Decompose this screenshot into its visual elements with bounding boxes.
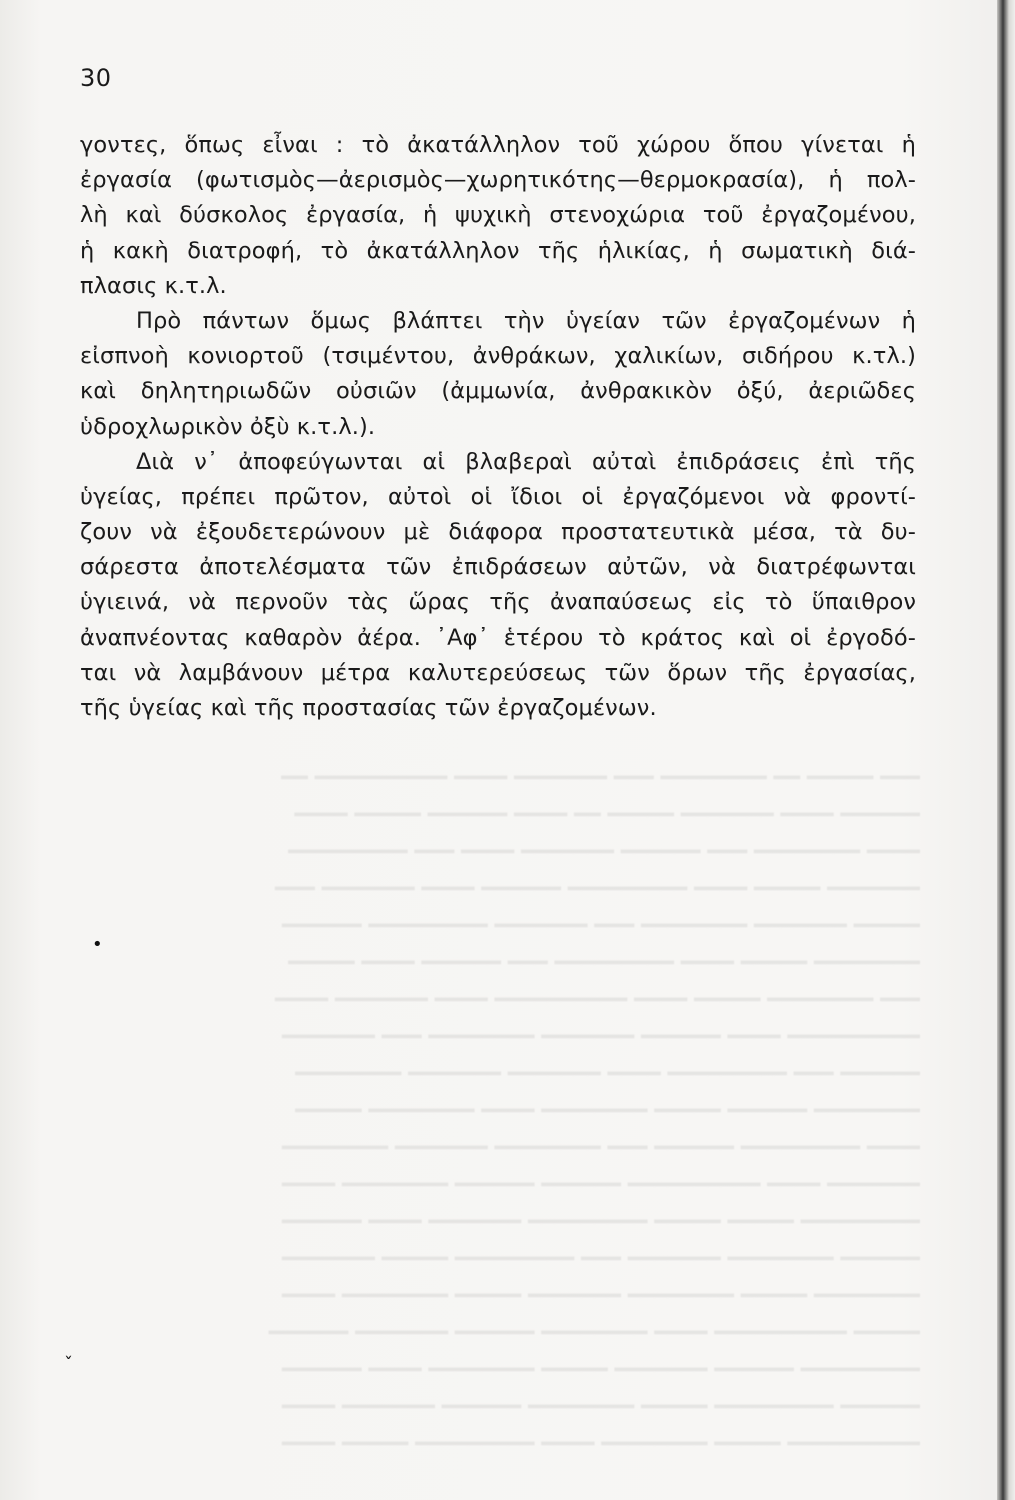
stray-ink-mark: ˇ — [64, 1354, 73, 1375]
text-line: ἐργασία (φωτισμὸς—ἀερισμὸς—χωρητικότης—θερμοκρασία), ἡ πολ- — [80, 167, 916, 194]
page-edge-shadow — [997, 0, 1015, 1500]
paragraph-start-line: Διὰ ν᾿ ἀποφεύγωνται αἱ βλαβεραὶ αὐταὶ ἐπιδράσεις ἐπὶ τῆς — [136, 448, 916, 475]
text-line: ται νὰ λαμβάνουν μέτρα καλυτερεύσεως τῶν ὅρων τῆς ἐργασίας, — [80, 659, 916, 686]
stray-ink-mark: • — [92, 934, 103, 955]
text-line: ὑγείας, πρέπει πρῶτον, αὐτοὶ οἱ ἴδιοι οἱ ἐργαζόμενοι νὰ φροντί- — [80, 483, 916, 510]
text-line: λὴ καὶ δύσκολος ἐργασία, ἡ ψυχικὴ στενοχώρια τοῦ ἐργαζομένου, — [80, 202, 916, 229]
show-through-text: ━━━ ━━━━━ ━━ ━━━━━━━━ ━━━ ━━━━━━━ ━━━━ ━━━━━━━━━━ ━━ ━━━━━━ ━━━━ ━━━━━━━ ━━━━━ ━━ ━━━━ ━━━━━━ ━━━━━ ━━━━ ━━━━ ━━━━━━━━ ━━━ ━━━━━━ ━━━━━━━ ━━━━ ━━━ ━━━━━━━━━ ━━━━━━━ ━━━━━ ━━━━ ━━━━━━━━━ ━━━━━━ ━━━━ ━━━━━━━ ━━━ ━━━━━ ━━━━━━━ ━━━━━━━━ ━━━ ━━━━━━━ ━━━━━━━━━ ━━━━━━ ━━━━━━━━ ━━━━━ ━━━━ ━━━━━━━━━ ━━━ ━━━━━━ ━━━━ ━━━━━ ━━━ ━━━━━━━━ ━━━━━ ━━━━ ━━━━━━━━━━ ━━━━ ━━━━━━━ ━━━━ ━━━━━━━━━━ ━━━━ ━━━━━━ ━━━━━━━ ━━━━━━━━ ━━━ ━━━━━━━ ━━━━━━ ━━━ ━━━━━━━━━ ━━━━ ━━━━━━━ ━━━━━━━ ━━━━━━━━ ━━━━━━━━ ━━━━━━ ━━━━━ ━━━━━━━━ ━━━━ ━━━━━━━━ ━━━━━ ━━━━ ━━━━━━━━━ ━━━━━━ ━━━ ━━━━━━━━ ━━━━━━━ ━━━━━━━━ ━━━━━━━ ━━━━ ━━━━━━━━━━ ━━━━━━ ━━━━━━ ━━━━━━━━ ━━━━ ━━━━━━━━━ ━━━━━ ━━━━━ ━━━━━━━━━ ━━━━━━━ ━━━━ ━━━━━━ ━━━━━━ ━━━━━━━━ ━━━━━━━ ━━━ ━━━━━━━━━ ━━━━━ ━━━━━━━ ━━━━━━━━ ━━━━━ ━━━━━━━━ ━━━━━━━ ━━━━━ ━━━━━━━━ ━━━━ ━━━━━ ━━━━━━━━━━ ━━━━ ━━━━━━━━ ━━━━━━ ━━━━━━━ ━━━━━━ ━━━━━━━━━ ━━━━━━ ━━━━━━━ ━━━━━ ━━━━━━━━ ━━━━ ━━━━━━ ━━━━━━ ━━━━━━━━━ ━━━━━ ━━━━━━━━ ━━━━━━ ━━━━━━━ ━━━━ ━━━━━━━━━━ ━━━━━ ━━━━━━━━ ━━━━ ━━━━━━━━━ ━━━━━ ━━━━ — [268, 766, 920, 1457]
text-line: εἰσπνοὴ κονιορτοῦ (τσιμέντου, ἀνθράκων, χαλικίων, σιδήρου κ.τλ.) — [80, 343, 916, 370]
page-number: 30 — [80, 64, 112, 92]
text-line: καὶ δηλητηριωδῶν οὐσιῶν (ἀμμωνία, ἀνθρακικὸν ὀξύ, ἀεριῶδες — [80, 378, 916, 405]
text-line: ζουν νὰ ἐξουδετερώνουν μὲ διάφορα προστατευτικὰ μέσα, τὰ δυ- — [80, 519, 916, 546]
body-text — [80, 128, 916, 726]
text-line: σάρεστα ἀποτελέσματα τῶν ἐπιδράσεων αὐτῶν, νὰ διατρέφωνται — [80, 554, 916, 581]
text-line: ἀναπνέοντας καθαρὸν ἀέρα. ᾿Αφ᾿ ἑτέρου τὸ κράτος καὶ οἱ ἐργοδό- — [80, 624, 916, 651]
text-line: ὑδροχλωρικὸν ὀξὺ κ.τ.λ.). — [80, 413, 376, 440]
text-line: γοντες, ὅπως εἶναι : τὸ ἀκατάλληλον τοῦ χώρου ὅπου γίνεται ἡ — [80, 132, 916, 158]
text-line: πλασις κ.τ.λ. — [80, 272, 227, 299]
paragraph-start-line: Πρὸ πάντων ὅμως βλάπτει τὴν ὑγείαν τῶν ἐργαζομένων ἡ — [136, 307, 916, 334]
text-line: ἡ κακὴ διατροφή, τὸ ἀκατάλληλον τῆς ἡλικίας, ἡ σωματικὴ διά- — [80, 237, 916, 264]
text-line: τῆς ὑγείας καὶ τῆς προστασίας τῶν ἐργαζομένων. — [80, 695, 657, 721]
text-line: ὑγιεινά, νὰ περνοῦν τὰς ὥρας τῆς ἀναπαύσεως εἰς τὸ ὕπαιθρον — [80, 589, 916, 616]
